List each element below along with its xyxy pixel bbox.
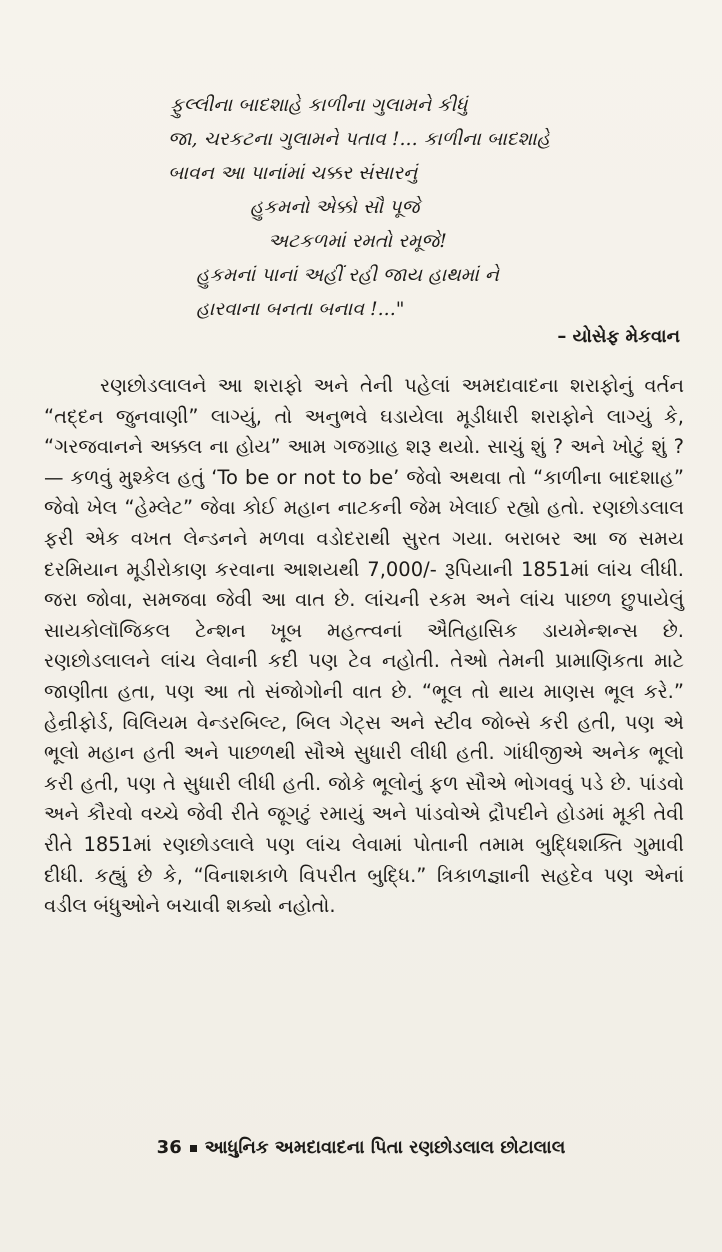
bullet-separator-icon	[190, 1145, 197, 1152]
poem-attribution: – યોસેફ મેકવાન	[557, 326, 680, 347]
poem-line: હુકમનાં પાનાં અહીં રહી જાય હાથમાં ને	[196, 264, 499, 286]
page-number: 36	[156, 1137, 182, 1158]
poem-line: ફુલ્લીના બાદશાહે કાળીના ગુલામને કીધું	[170, 94, 468, 116]
page-footer	[0, 1137, 722, 1158]
running-book-title: આધુનિક અમદાવાદના પિતા રણછોડલાલ છોટાલાલ	[204, 1137, 566, 1158]
body-paragraph: રણછોડલાલને આ શરાફો અને તેની પહેલાં અમદાવાદના શરાફોનું વર્તન “તદ્દન જુનવાણી” લાગ્યું, તો અનુભવે ઘડાયેલા મૂડીધારી શરાફોને લાગ્યું કે, “ગરજવાનને અક્કલ ના હોય” આમ ગજગ્રાહ શરૂ થયો. સાચું શું ? અને ખોટું શું ? — કળવું મુશ્કેલ હતું ‘To be or not to be’ જેવો અથવા તો “કાળીના બાદશાહ” જેવો ખેલ “હેમ્લેટ” જેવા કોઈ મહાન નાટકની જેમ ખેલાઈ રહ્યો હતો. રણછોડલાલ ફરી એક વખત લેન્ડનને મળવા વડોદરાથી સુરત ગયા. બરાબર આ જ સમય દરમિયાન મૂડીરોકાણ કરવાના આશયથી 7,000/- રૂપિયાની 1851માં લાંચ લીધી. જરા જોવા, સમજવા જેવી આ વાત છે. લાંચની રકમ અને લાંચ પાછળ છુપાયેલું સાયકોલૉજિકલ ટેન્શન ખૂબ મહત્ત્વનાં ઐતિહાસિક ડાયમેન્શન્સ છે. રણછોડલાલને લાંચ લેવાની કદી પણ ટેવ નહોતી. તેઓ તેમની પ્રામાણિકતા માટે જાણીતા હતા, પણ આ તો સંજોગોની વાત છે. “ભૂલ તો થાય માણસ ભૂલ કરે.” હેન્રીફોર્ડ, વિલિયમ વેન્ડરબિલ્ટ, બિલ ગેટ્સ અને સ્ટીવ જોબ્સે કરી હતી, પણ એ ભૂલો મહાન હતી અને પાછળથી સૌએ સુધારી લીધી હતી. ગાંધીજીએ અનેક ભૂલો કરી હતી, પણ તે સુધારી લીધી હતી. જોકે ભૂલોનું ફળ સૌએ ભોગવવું પડે છે. પાંડવો અને કૌરવો વચ્ચે જેવી રીતે જૂગટું રમાયું અને પાંડવોએ દ્રૌપદીને હોડમાં મૂકી તેવી રીતે 1851માં રણછોડલાલે પણ લાંચ લેવામાં પોતાની તમામ બુદ્ધિશક્તિ ગુમાવી દીધી. કહ્યું છે કે, “વિનાશકાળે વિપરીત બુદ્ધિ.” ત્રિકાળજ્ઞાની સહદેવ પણ એનાં વડીલ બંધુઓને બચાવી શક્યો નહોતો.	[44, 374, 684, 918]
poem-line: હારવાના બનતા બનાવ !..."	[196, 298, 405, 320]
poem-epigraph	[150, 88, 670, 326]
poem-line: જા, ચરકટના ગુલામને પતાવ !... કાળીના બાદશાહે	[168, 128, 551, 150]
poem-line: હુકમનો એક્કો સૌ પૂજે	[250, 196, 420, 218]
poem-line: અટકળમાં રમતો રમૂજે!	[268, 230, 447, 252]
body-text	[44, 371, 684, 922]
poem-line: બાવન આ પાનાંમાં ચક્કર સંસારનું	[168, 162, 418, 184]
